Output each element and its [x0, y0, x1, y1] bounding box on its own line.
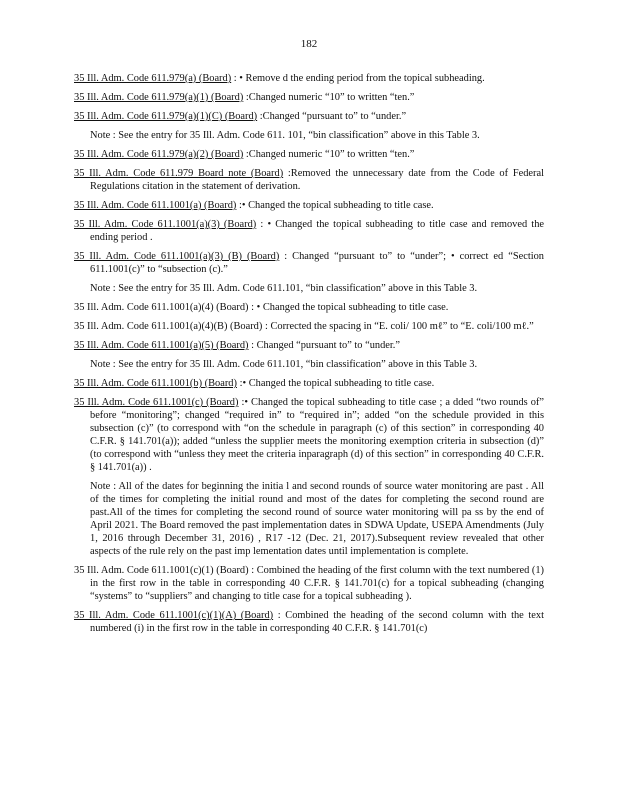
- change-entry: [74, 110, 544, 123]
- change-entry: [74, 301, 544, 314]
- change-entry: [74, 91, 544, 104]
- change-entry: [74, 609, 544, 635]
- note-paragraph: [74, 358, 544, 371]
- note-text: Note : All of the dates for beginning the initia l and second rounds of source water monitoring are past . All of the times for completing the initial round and most of the dates for completing the second round are past.All of the times for completing the second round of source water monitoring will pa ss by the end of April 2021. The Board removed the past implementation dates in SDWA Update, USEPA Amendments (July 1, 2016 through December 31, 2016) , R17 -12 (Dec. 21, 2017).Subsequent review revealed that other aspects of the rule rely on the past imp lementation dates until implementation is complete.: [90, 481, 544, 557]
- change-entry: [74, 377, 544, 390]
- entry-description: : Combined the heading of the second column with the text numbered (i) in the first row in the table in corresponding 40 C.F.R. § 141.701(c): [90, 610, 544, 634]
- change-entry: [74, 250, 544, 276]
- change-entry: [74, 564, 544, 603]
- entry-citation: 35 Ill. Adm. Code 611.1001(c)(1) (Board): [74, 565, 249, 576]
- entry-citation: 35 Ill. Adm. Code 611.979(a)(1)(C) (Board): [74, 111, 258, 122]
- entry-description: :• Changed the topical subheading to title case.: [238, 200, 434, 211]
- entry-citation: 35 Ill. Adm. Code 611.1001(c)(1)(A) (Board): [74, 610, 274, 621]
- note-text: Note : See the entry for 35 Ill. Adm. Code 611.101, “bin classification” above in this Table 3.: [90, 359, 478, 370]
- entry-description: : Changed “pursuant to” to “under.”: [251, 340, 400, 351]
- entry-description: : Corrected the spacing in “E. coli/ 100 mℓ” to “E. coli/100 mℓ.”: [264, 321, 534, 332]
- note-text: Note : See the entry for 35 Ill. Adm. Code 611. 101, “bin classification” above in this Table 3.: [90, 130, 480, 141]
- entry-description: : • Changed the topical subheading to title case.: [251, 302, 449, 313]
- change-entry: [74, 199, 544, 212]
- entry-citation: 35 Ill. Adm. Code 611.979(a)(1) (Board): [74, 92, 244, 103]
- note-text: Note : See the entry for 35 Ill. Adm. Code 611.101, “bin classification” above in this Table 3.: [90, 283, 478, 294]
- entry-description: :• Changed the topical subheading to title case.: [239, 378, 435, 389]
- entry-citation: 35 Ill. Adm. Code 611.1001(a)(4) (Board): [74, 302, 249, 313]
- entry-citation: 35 Ill. Adm. Code 611.979(a) (Board): [74, 73, 232, 84]
- entry-description: :Changed numeric “10” to written “ten.”: [245, 149, 415, 160]
- entry-citation: 35 Ill. Adm. Code 611.1001(c) (Board): [74, 397, 239, 408]
- note-paragraph: [74, 480, 544, 558]
- page-number: 182: [300, 38, 318, 50]
- entry-citation: 35 Ill. Adm. Code 611.1001(a)(4)(B) (Board): [74, 321, 263, 332]
- entry-citation: 35 Ill. Adm. Code 611.979 Board note (Board): [74, 168, 284, 179]
- change-entry: [74, 339, 544, 352]
- entry-citation: 35 Ill. Adm. Code 611.1001(a)(5) (Board): [74, 340, 249, 351]
- change-table-entries: [74, 72, 544, 641]
- change-entry: [74, 148, 544, 161]
- entry-description: : Changed “pursuant to” to “under”; • correct ed “Section 611.1001(c)” to “subsection (c).”: [90, 251, 544, 275]
- entry-citation: 35 Ill. Adm. Code 611.979(a)(2) (Board): [74, 149, 244, 160]
- change-entry: [74, 218, 544, 244]
- entry-description: :• Changed the topical subheading to title case ; a dded “two rounds of” before “monitoring”; changed “required in” to “required in”; added “on the schedule provided in this subsection (c)” (to correspond with “on the schedule in paragraph (c) of this section” in corresponding 40 C.F.R. § 141.701(a)); added “unless the supplier meets the monitoring exemption criteria in subsection (d)” (to correspond with “unless they meet the criteria inparagraph (d) of this section” in corresponding 40 C.F.R. § 141.701(a)) .: [90, 397, 544, 473]
- entry-citation: 35 Ill. Adm. Code 611.1001(a)(3) (B) (Board): [74, 251, 280, 262]
- change-entry: [74, 72, 544, 85]
- note-paragraph: [74, 282, 544, 295]
- change-entry: [74, 396, 544, 474]
- entry-description: :Changed “pursuant to” to “under.”: [259, 111, 407, 122]
- entry-description: : • Remove d the ending period from the topical subheading.: [233, 73, 485, 84]
- entry-description: : • Changed the topical subheading to title case and removed the ending period .: [90, 219, 544, 243]
- entry-citation: 35 Ill. Adm. Code 611.1001(a) (Board): [74, 200, 237, 211]
- entry-description: : Combined the heading of the first column with the text numbered (1) in the first row in the table in corresponding 40 C.F.R. § 141.701(c) for a topical subheading (changing “systems” to “suppliers” and changing to title case for a topical subheading ).: [90, 565, 544, 602]
- entry-description: :Changed numeric “10” to written “ten.”: [245, 92, 415, 103]
- note-paragraph: [74, 129, 544, 142]
- change-entry: [74, 167, 544, 193]
- change-entry: [74, 320, 544, 333]
- entry-citation: 35 Ill. Adm. Code 611.1001(a)(3) (Board): [74, 219, 257, 230]
- entry-description: :Removed the unnecessary date from the Code of Federal Regulations citation in the statement of derivation.: [90, 168, 544, 192]
- entry-citation: 35 Ill. Adm. Code 611.1001(b) (Board): [74, 378, 237, 389]
